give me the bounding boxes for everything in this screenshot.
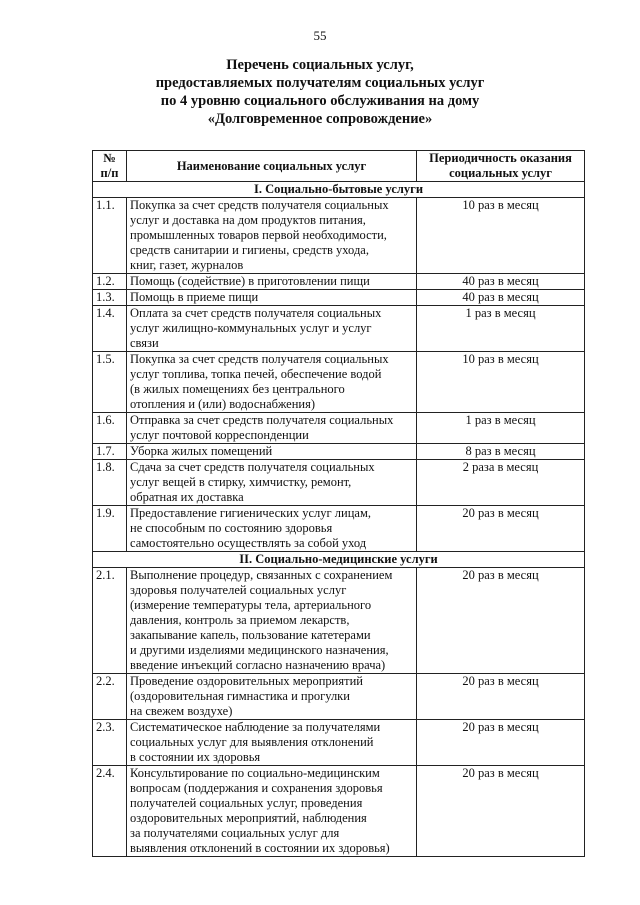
section-header-row: [93, 182, 585, 198]
service-name-line: услуг жилищно-коммунальных услуг и услуг: [130, 321, 372, 335]
service-name-line: (в жилых помещениях без центрального: [130, 382, 345, 396]
service-name-line: Выполнение процедур, связанных с сохранением: [130, 568, 393, 582]
service-name-line: на свежем воздухе): [130, 704, 233, 718]
service-name-line: Систематическое наблюдение за получателями: [130, 720, 381, 734]
service-name-line: Помощь (содействие) в приготовлении пищи: [130, 274, 370, 288]
table-row: [93, 720, 585, 766]
service-periodicity: 20 раз в месяц: [417, 506, 585, 552]
service-name: [127, 413, 417, 444]
service-periodicity: 10 раз в месяц: [417, 198, 585, 274]
service-name-line: Покупка за счет средств получателя социальных: [130, 352, 389, 366]
service-name-line: связи: [130, 336, 159, 350]
service-name-line: обратная их доставка: [130, 490, 244, 504]
row-number: 2.3.: [93, 720, 127, 766]
service-name: [127, 290, 417, 306]
service-name-line: услуг топлива, топка печей, обеспечение водой: [130, 367, 382, 381]
table-row: [93, 568, 585, 674]
service-periodicity: 20 раз в месяц: [417, 674, 585, 720]
table-row: [93, 766, 585, 857]
service-name: [127, 720, 417, 766]
table-row: [93, 306, 585, 352]
service-name-line: отопления и (или) водоснабжения): [130, 397, 316, 411]
row-number: 1.4.: [93, 306, 127, 352]
header-number: [93, 151, 127, 182]
service-name: [127, 352, 417, 413]
table-row: [93, 352, 585, 413]
row-number: 1.7.: [93, 444, 127, 460]
service-name-line: в состоянии их здоровья: [130, 750, 261, 764]
service-name-line: книг, газет, журналов: [130, 258, 244, 272]
service-name-line: получателей социальных услуг, проведения: [130, 796, 363, 810]
section-title: I. Социально-бытовые услуги: [93, 182, 585, 198]
service-name-line: средств санитарии и гигиены, средств ухода,: [130, 243, 369, 257]
service-periodicity: 20 раз в месяц: [417, 720, 585, 766]
header-number-line: №: [103, 151, 116, 165]
service-name-line: (измерение температуры тела, артериального: [130, 598, 372, 612]
table-body: [93, 182, 585, 857]
service-name-line: самостоятельно осуществлять за собой уход: [130, 536, 367, 550]
service-name-line: услуг вещей в стирку, химчистку, ремонт,: [130, 475, 352, 489]
header-periodicity: [417, 151, 585, 182]
section-title: II. Социально-медицинские услуги: [93, 552, 585, 568]
title-line: предоставляемых получателям социальных услуг: [155, 75, 485, 91]
service-periodicity: 40 раз в месяц: [417, 290, 585, 306]
table-row: [93, 198, 585, 274]
table-header-row: [93, 151, 585, 182]
service-name: [127, 444, 417, 460]
page-number: 55: [313, 28, 327, 43]
header-number-line: п/п: [100, 166, 119, 180]
service-name-line: за получателями социальных услуг для: [130, 826, 340, 840]
service-periodicity: 2 раза в месяц: [417, 460, 585, 506]
table-row: [93, 413, 585, 444]
service-name-line: Сдача за счет средств получателя социальных: [130, 460, 375, 474]
service-periodicity: 8 раз в месяц: [417, 444, 585, 460]
title-line: «Долговременное сопровождение»: [207, 111, 433, 127]
row-number: 1.5.: [93, 352, 127, 413]
row-number: 2.4.: [93, 766, 127, 857]
row-number: 1.3.: [93, 290, 127, 306]
service-periodicity: 10 раз в месяц: [417, 352, 585, 413]
service-name-line: вопросам (поддержания и сохранения здоровья: [130, 781, 383, 795]
header-service-name: Наименование социальных услуг: [127, 151, 417, 182]
service-name-line: давления, контроль за приемом лекарств,: [130, 613, 350, 627]
section-header-row: [93, 552, 585, 568]
service-name-line: Проведение оздоровительных мероприятий: [130, 674, 363, 688]
service-periodicity: 40 раз в месяц: [417, 274, 585, 290]
table-row: [93, 274, 585, 290]
service-name-line: услуг и доставка на дом продуктов питания,: [130, 213, 366, 227]
service-name: [127, 460, 417, 506]
table-row: [93, 290, 585, 306]
service-name-line: Предоставление гигиенических услуг лицам,: [130, 506, 371, 520]
table-row: [93, 460, 585, 506]
header-periodicity-line: Периодичность оказания: [429, 151, 572, 165]
service-name-line: социальных услуг для выявления отклонений: [130, 735, 374, 749]
row-number: 1.2.: [93, 274, 127, 290]
service-name: [127, 674, 417, 720]
service-name-line: здоровья получателей социальных услуг: [130, 583, 347, 597]
service-name-line: закапывание капель, пользование катетерами: [130, 628, 371, 642]
row-number: 2.2.: [93, 674, 127, 720]
service-name: [127, 568, 417, 674]
service-periodicity: 1 раз в месяц: [417, 413, 585, 444]
service-name-line: и другими изделиями медицинского назначения,: [130, 643, 389, 657]
title-line: по 4 уровню социального обслуживания на дому: [160, 93, 480, 109]
service-name: [127, 198, 417, 274]
row-number: 1.1.: [93, 198, 127, 274]
row-number: 1.6.: [93, 413, 127, 444]
service-periodicity: 20 раз в месяц: [417, 568, 585, 674]
service-name-line: услуг почтовой корреспонденции: [130, 428, 309, 442]
table-row: [93, 506, 585, 552]
table-row: [93, 444, 585, 460]
service-name-line: оздоровительных мероприятий, наблюдения: [130, 811, 367, 825]
service-name-line: Помощь в приеме пищи: [130, 290, 259, 304]
row-number: 1.9.: [93, 506, 127, 552]
table-row: [93, 674, 585, 720]
service-name-line: промышленных товаров первой необходимости,: [130, 228, 387, 242]
title-line: Перечень социальных услуг,: [226, 57, 414, 73]
service-periodicity: 1 раз в месяц: [417, 306, 585, 352]
services-table: [92, 150, 585, 857]
service-periodicity: 20 раз в месяц: [417, 766, 585, 857]
service-name-line: (оздоровительная гимнастика и прогулки: [130, 689, 350, 703]
service-name: [127, 506, 417, 552]
service-name-line: выявления отклонений в состоянии их здоровья): [130, 841, 390, 855]
header-periodicity-line: социальных услуг: [449, 166, 552, 180]
service-name-line: Оплата за счет средств получателя социальных: [130, 306, 382, 320]
service-name-line: Отправка за счет средств получателя социальных: [130, 413, 394, 427]
row-number: 1.8.: [93, 460, 127, 506]
service-name-line: Покупка за счет средств получателя социальных: [130, 198, 389, 212]
service-name-line: не способным по состоянию здоровья: [130, 521, 333, 535]
service-name: [127, 306, 417, 352]
service-name-line: Консультирование по социально-медицинским: [130, 766, 380, 780]
service-name: [127, 766, 417, 857]
row-number: 2.1.: [93, 568, 127, 674]
service-name-line: введение инъекций согласно назначению врача): [130, 658, 386, 672]
service-name: [127, 274, 417, 290]
service-name-line: Уборка жилых помещений: [130, 444, 273, 458]
document-title: [80, 56, 560, 128]
